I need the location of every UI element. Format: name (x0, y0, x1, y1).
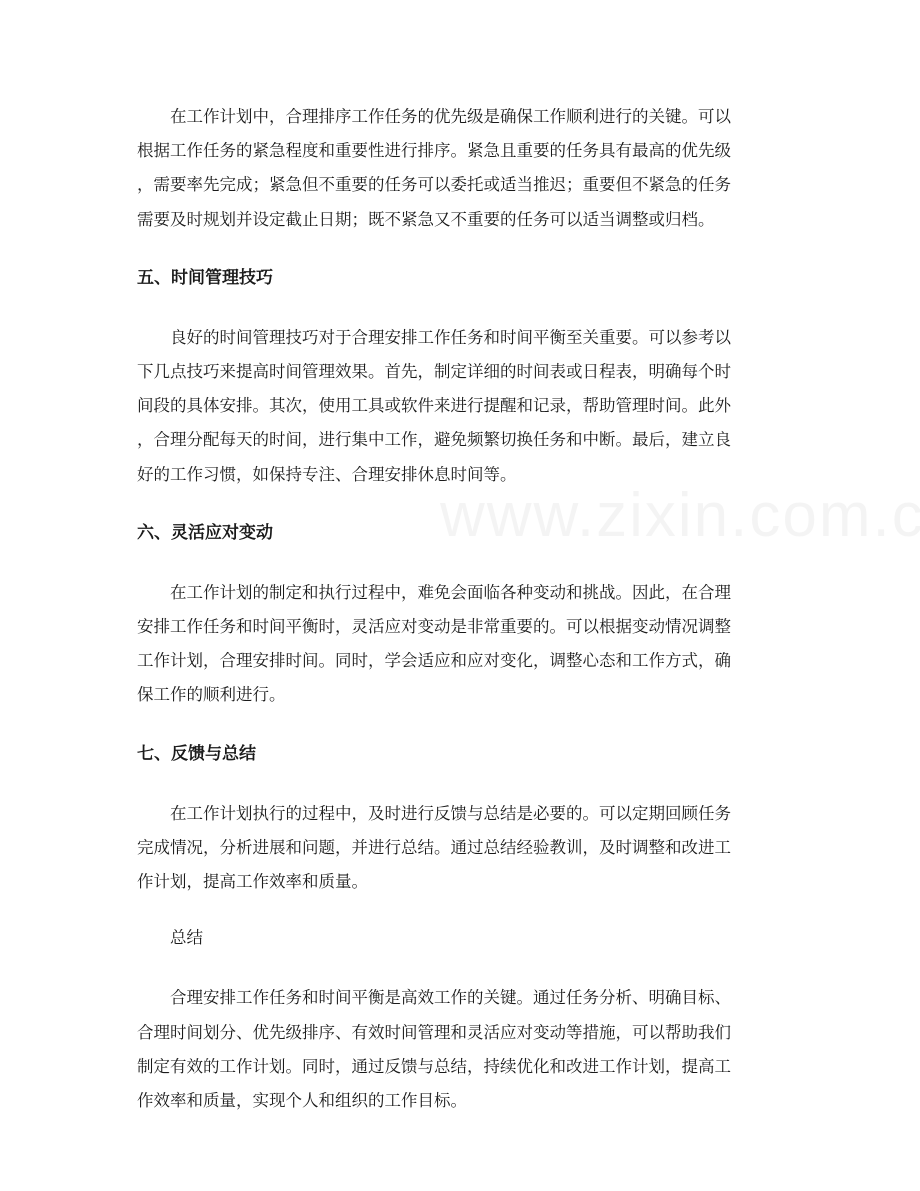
text-line: 作效率和质量，实现个人和组织的工作目标。 (137, 1091, 467, 1111)
text-line: 合理时间划分、优先级排序、有效时间管理和灵活应对变动等措施，可以帮助我们 (137, 1022, 731, 1042)
summary-label (137, 921, 787, 955)
paragraph-feedback (137, 797, 787, 900)
text-line: 完成情况，分析进展和问题，并进行总结。通过总结经验教训，及时调整和改进工 (137, 837, 731, 857)
text-line: 工作计划，合理安排时间。同时，学会适应和应对变化，调整心态和工作方式，确 (137, 651, 731, 671)
text-line: 根据工作任务的紧急程度和重要性进行排序。紧急且重要的任务具有最高的优先级 (137, 141, 731, 161)
text-line: 下几点技巧来提高时间管理效果。首先，制定详细的时间表或日程表，明确每个时 (137, 362, 731, 382)
paragraph-priority (137, 100, 787, 237)
text-line: 良好的时间管理技巧对于合理安排工作任务和时间平衡至关重要。可以参考以 (170, 327, 731, 347)
paragraph-time-management (137, 321, 787, 492)
text-line: 好的工作习惯，如保持专注、合理安排休息时间等。 (137, 464, 517, 484)
text-line: 间段的具体安排。其次，使用工具或软件来进行提醒和记录，帮助管理时间。此外 (137, 396, 731, 416)
text-line: 保工作的顺利进行。 (137, 685, 286, 705)
text-line: 在工作计划的制定和执行过程中，难免会面临各种变动和挑战。因此，在合理 (170, 582, 731, 602)
document-page (137, 100, 787, 1118)
heading-flexibility: 六、灵活应对变动 (137, 522, 273, 543)
text-line: 作计划，提高工作效率和质量。 (137, 872, 368, 892)
heading-feedback: 七、反馈与总结 (137, 743, 256, 764)
text-line: ，合理分配每天的时间，进行集中工作，避免频繁切换任务和中断。最后，建立良 (137, 430, 731, 450)
text-line: 需要及时规划并设定截止日期；既不紧急又不重要的任务可以适当调整或归档。 (137, 209, 715, 229)
text-line: ，需要率先完成；紧急但不重要的任务可以委托或适当推迟；重要但不紧急的任务 (137, 175, 731, 195)
text-line: 合理安排工作任务和时间平衡是高效工作的关键。通过任务分析、明确目标、 (170, 988, 731, 1008)
paragraph-flexibility (137, 576, 787, 713)
text-line: 总结 (170, 928, 203, 948)
text-line: 在工作计划中，合理排序工作任务的优先级是确保工作顺利进行的关键。可以 (170, 107, 731, 126)
text-line: 安排工作任务和时间平衡时，灵活应对变动是非常重要的。可以根据变动情况调整 (137, 617, 731, 637)
heading-time-management: 五、时间管理技巧 (137, 267, 273, 288)
text-line: 制定有效的工作计划。同时，通过反馈与总结，持续优化和改进工作计划，提高工 (137, 1056, 731, 1076)
paragraph-summary (137, 981, 787, 1118)
text-line: 在工作计划执行的过程中，及时进行反馈与总结是必要的。可以定期回顾任务 (170, 803, 731, 823)
